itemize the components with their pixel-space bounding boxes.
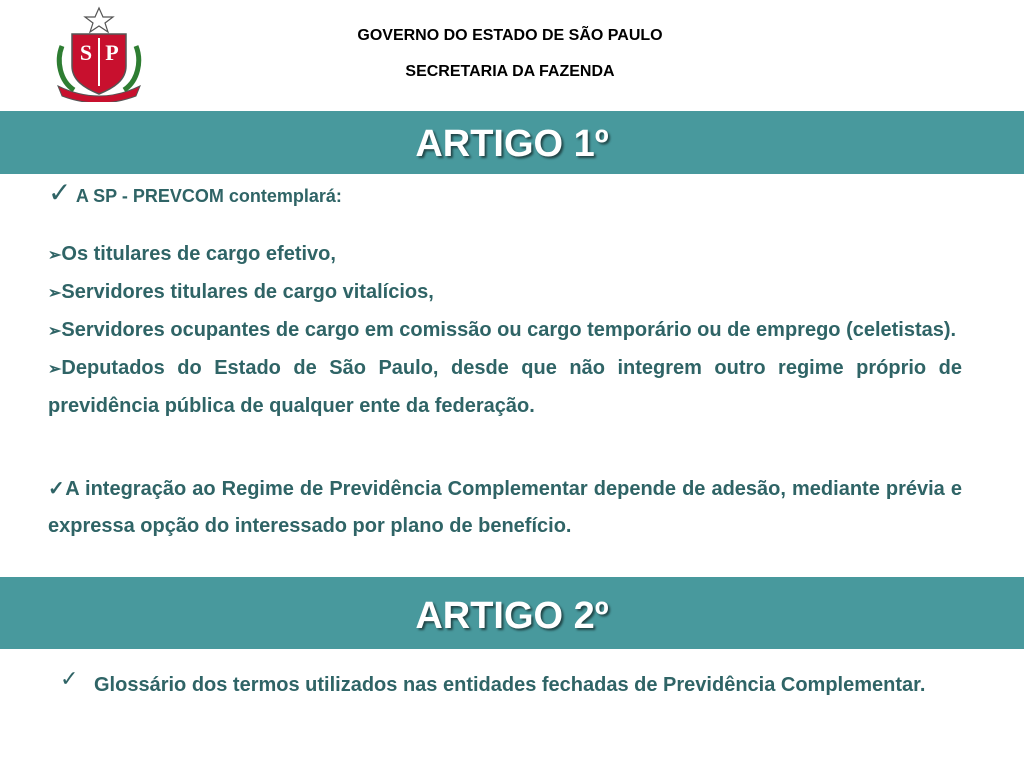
arrow-bullet-icon: ➢ (48, 361, 62, 378)
arrow-bullet-icon: ➢ (48, 323, 62, 340)
checkmark-icon: ✓ (48, 478, 66, 500)
arrow-bullet-icon: ➢ (48, 247, 62, 264)
section1-bullet-list (48, 236, 962, 425)
section1-paragraph: ✓A integração ao Regime de Previdência Complementar depende de adesão, mediante prévia e expressa opção do interessado por plano de benefício. (48, 478, 962, 537)
arrow-bullet-icon: ➢ (48, 285, 62, 302)
section-title-artigo-2: ARTIGO 2º (0, 577, 1024, 649)
intro-text: A SP - PREVCOM contemplará: (75, 186, 342, 206)
svg-text:P: P (105, 40, 119, 65)
list-item: ➢Servidores titulares de cargo vitalícios, (48, 281, 434, 303)
list-item: ➢Os titulares de cargo efetivo, (48, 243, 336, 265)
checkmark-icon: ✓ (48, 177, 72, 208)
coat-of-arms-logo (52, 6, 146, 102)
section1-intro (48, 176, 342, 209)
section2-glossary-item: Glossário dos termos utilizados nas entidades fechadas de Previdência Complementar. (94, 674, 926, 696)
list-item: ➢Deputados do Estado de São Paulo, desde que não integrem outro regime próprio de previdência pública de qualquer ente da federação. (48, 357, 962, 417)
checkmark-icon: ✓ (60, 666, 79, 691)
header-government: GOVERNO DO ESTADO DE SÃO PAULO (357, 27, 663, 44)
section-title-artigo-1: ARTIGO 1º (0, 111, 1024, 174)
svg-text:S: S (79, 40, 93, 65)
header-secretariat: SECRETARIA DA FAZENDA (405, 63, 615, 80)
list-item: ➢Servidores ocupantes de cargo em comissão ou cargo temporário ou de emprego (celetistas). (48, 319, 957, 341)
